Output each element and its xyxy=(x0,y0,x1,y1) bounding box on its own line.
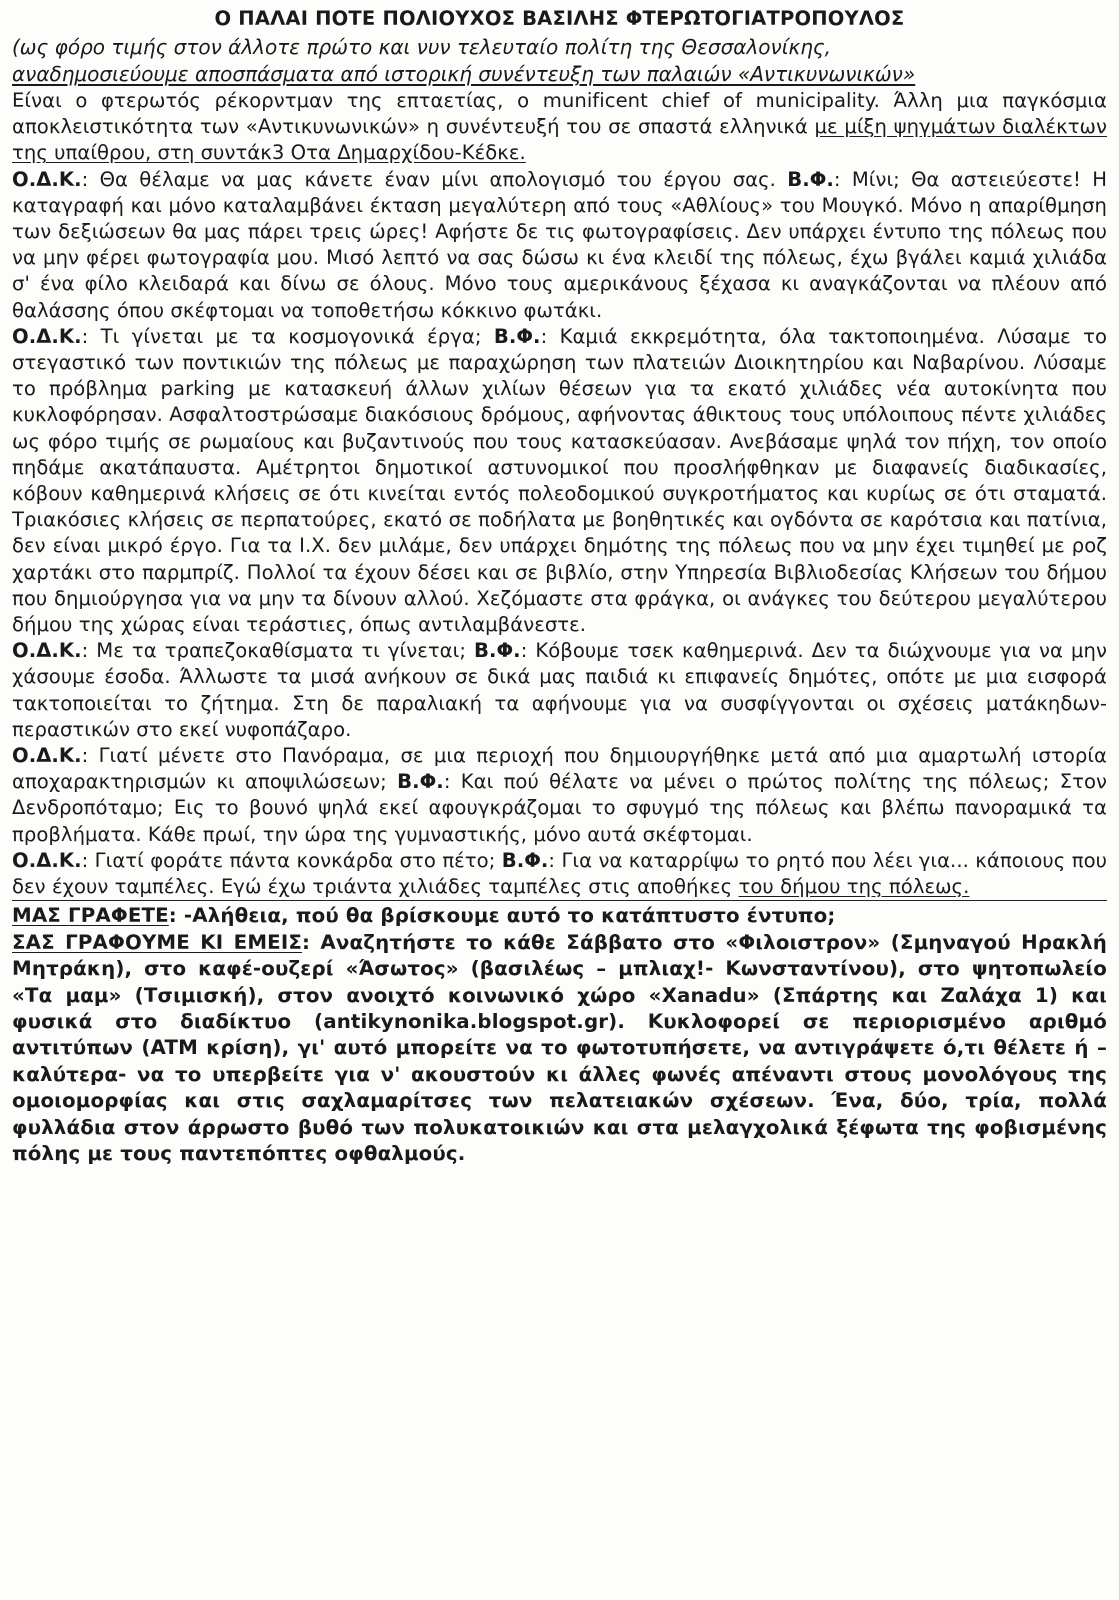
respondent-label: Β.Φ. xyxy=(493,324,541,348)
reader-question xyxy=(12,903,1107,929)
interviewer-label: Ο.Δ.Κ. xyxy=(12,324,82,348)
answer-text: : Καμιά εκκρεμότητα, όλα τακτοποιημένα. Λύσαμε το στεγαστικό των ποντικιών της πόλεως με παραχώρηση των πλατειών Διοικητηρίου και Ναβαρίνου. Λύσαμε το πρόβλημα parking με κατασκευή άλλων χιλίων θέσεων για τα εκατό χιλιάδες νέα αυτοκίνητα που κυκλοφόρησαν. Ασφαλτοστρώσαμε διακόσιους δρόμους, αφήνοντας άθικτους τους υπόλοιπους πέντε χιλιάδες ως φόρο τιμής σε ρωμαίους και βυζαντινούς που τους κατασκεύασαν. Ανεβάσαμε ψηλά τον πήχη, τον οποίο πηδάμε ακατάπαυστα. Αμέτρητοι δημοτικοί αστυνομικοί που προσλήφθηκαν με διαφανείς διαδικασίες, κόβουν καθημερινά κλήσεις σε ότι κινείται εντός πολεοδομικού συγκροτήματος και κυρίως σε ότι σταματά. Τριακόσιες κλήσεις σε περπατούρες, εκατό σε ποδήλατα με βοηθητικές και ογδόντα σε καρότσια και πατίνια, δεν είναι μικρό έργο. Για τα Ι.Χ. δεν μιλάμε, δεν υπάρχει δημότης της πόλεως που να μην έχει τιμηθεί με ροζ χαρτάκι στο παρμπρίζ. Πολλοί τα έχουν δέσει και σε βιβλίο, στην Υπηρεσία Βιβλιοδεσίας Κλήσεων του δήμου που δημιούργησα για να μην τα δίνουν αλλού. Χεζόμαστε στα φράγκα, οι ανάγκες του δεύτερου μεγαλύτερου δήμου της χώρας είναι τεράστιες, όπως αντιλαμβάνεστε. xyxy=(12,324,1107,637)
section-divider xyxy=(12,900,1107,901)
reader-question-label: ΜΑΣ ΓΡΑΦΕΤΕ xyxy=(12,904,169,928)
question-text: : Θα θέλαμε να μας κάνετε έναν μίνι απολογισμό του έργου σας. xyxy=(81,167,788,191)
respondent-label: Β.Φ. xyxy=(474,639,521,663)
intro-note xyxy=(12,34,1107,88)
question-text: : Με τα τραπεζοκαθίσματα τι γίνεται; xyxy=(81,639,474,663)
answer-text: : Για να καταρρίψω το ρητό που λέει για... κάποιους που δεν έχουν ταμπέλες. Εγώ έχω τριάντα χιλιάδες ταμπέλες στις αποθήκες xyxy=(12,848,1108,899)
question-text: : Γιατί μένετε στο Πανόραμα, σε μια περιοχή που δημιουργήθηκε μετά από μια αμαρτωλή ιστορία αποχαρακτηρισμών κι αποψιλώσεων; xyxy=(12,744,1107,794)
answer-text: : Κόβουμε τσεκ καθημερινά. Δεν τα διώχνουμε για να μην χάσουμε έσοδα. Άλλωστε τα μισά ανήκουν σε δικά μας παιδιά κι επιφανείς δημότες, οπότε με μια εισφορά τακτοποιείται το ζήτημα. Στη δε παραλιακή τα αφήνουμε για να συσφίγγονται οι σχέσεις ματάκηδων-περαστικών στο εκεί νυφοπάζαρο. xyxy=(12,639,1107,741)
lead-text: Είναι ο φτερωτός ρέκορντμαν της επταετίας, ο munificent chief of municipality. Άλλη μια παγκόσμια αποκλειστικότητα των «Αντικυνωνικών» η συνέντευξή του σε σπαστά ελληνικά xyxy=(12,89,1107,139)
lead-paragraph xyxy=(12,88,1107,167)
respondent-label: Β.Φ. xyxy=(501,848,549,872)
interviewer-label: Ο.Δ.Κ. xyxy=(12,848,82,872)
answer-text: : Μίνι; Θα αστειεύεστε! Η καταγραφή και μόνο καταλαμβάνει έκταση μεγαλύτερη από τους «Αθλίους» του Μουγκό. Μόνο η απαρίθμηση των δεξιώσεων θα μας πάρει τρεις ώρες! Αφήστε δε τις φωτογραφίσεις. Δεν υπάρχει έντυπο της πόλεως που να μην φέρει φωτογραφία μου. Μισό λεπτό να σας δώσω κι ένα κλειδί της πόλεως, έχω βγάλει καμιά χιλιάδα σ' ένα φίλο κλειδαρά και δίνω σε όλους. Μόνο τους αμερικάνους ξέχασα κι αναγκάζονται να πλέουν από θαλάσσης όπου σκέφτομαι να τοποθετήσω κόκκινο φωτάκι. xyxy=(12,167,1107,322)
footer-notice xyxy=(12,903,1107,1167)
respondent-label: Β.Φ. xyxy=(787,167,834,191)
qa-block-2 xyxy=(12,324,1107,638)
editor-reply xyxy=(12,930,1107,1168)
qa-block-5 xyxy=(12,848,1107,900)
lead-underlined: με μίξη ψηγμάτων διαλέκτων της υπαίθρου, στη συντάκ3 Οτα Δημαρχίδου-Κέδκε. xyxy=(12,115,1108,165)
answer-text: : Και πού θέλατε να μένει ο πρώτος πολίτης της πόλεως; Στον Δενδροπόταμο; Εις το βουνό ψηλά εκεί αφουγκράζομαι το σφυγμό της πόλεως και βλέπω πανοραμικά τα προβλήματα. Κάθε πρωί, την ώρα της γυμναστικής, μόνο αυτά σκέφτομαι. xyxy=(12,770,1107,846)
intro-line-2: αναδημοσιεύουμε αποσπάσματα από ιστορική συνέντευξη των παλαιών «Αντικυνωνικών» xyxy=(12,62,916,86)
interviewer-label: Ο.Δ.Κ. xyxy=(12,167,82,191)
interview xyxy=(12,167,1107,901)
interviewer-label: Ο.Δ.Κ. xyxy=(12,744,82,768)
editor-reply-label: ΣΑΣ ΓΡΑΦΟΥΜΕ ΚΙ ΕΜΕΙΣ xyxy=(12,930,302,954)
qa-block-4 xyxy=(12,743,1107,848)
question-text: : Γιατί φοράτε πάντα κονκάρδα στο πέτο; xyxy=(81,848,502,872)
editor-reply-text: : Αναζητήστε το κάθε Σάββατο στο «Φιλοιστρον» (Σμηναγού Ηρακλή Μητράκη), στο καφέ-ουζερί «Άσωτος» (βασιλέως – μπλιαχ!- Κωνσταντίνου), στο ψητοπωλείο «Τα μαμ» (Τσιμισκή), στον ανοιχτό κοινωνικό χώρο «Xanadu» (Σπάρτης και Ζαλάχα 1) και φυσικά στο διαδίκτυο (antikynonika.blogspot.gr). Κυκλοφορεί σε περιορισμένο αριθμό αντιτύπων (ATM κρίση), γι' αυτό μπορείτε να το φωτοτυπήσετε, να αντιγράψετε ό,τι θέλετε ή –καλύτερα- να το υπερβείτε για ν' ακουστούν κι άλλες φωνές απέναντι στους μονολόγους της ομοιομορφίας και στις σαχλαμαρίτσες των πελατειακών σχέσεων. Ένα, δύο, τρία, πολλά φυλλάδια στον άρρωστο βυθό των πολυκατοικιών και στα μελαγχολικά ξέφωτα της φοβισμένης πόλης με τους παντεπόπτες οφθαλμούς. xyxy=(12,930,1107,1165)
intro-line-1: (ως φόρο τιμής στον άλλοτε πρώτο και νυν τελευταίο πολίτη της Θεσσαλονίκης, xyxy=(12,35,832,59)
qa-block-3 xyxy=(12,638,1107,743)
qa-block-1 xyxy=(12,167,1107,324)
page-title: Ο ΠΑΛΑΙ ΠΟΤΕ ΠΟΛΙΟΥΧΟΣ ΒΑΣΙΛΗΣ ΦΤΕΡΩΤΟΓΙΑΤΡΟΠΟΥΛΟΣ xyxy=(214,7,905,30)
answer-underlined: του δήμου της πόλεως. xyxy=(738,875,970,899)
respondent-label: Β.Φ. xyxy=(397,770,444,794)
reader-question-text: : -Αλήθεια, πού θα βρίσκουμε αυτό το κατάπτυστο έντυπο; xyxy=(168,904,836,928)
interviewer-label: Ο.Δ.Κ. xyxy=(12,639,82,663)
question-text: : Τι γίνεται με τα κοσμογονικά έργα; xyxy=(81,324,494,348)
